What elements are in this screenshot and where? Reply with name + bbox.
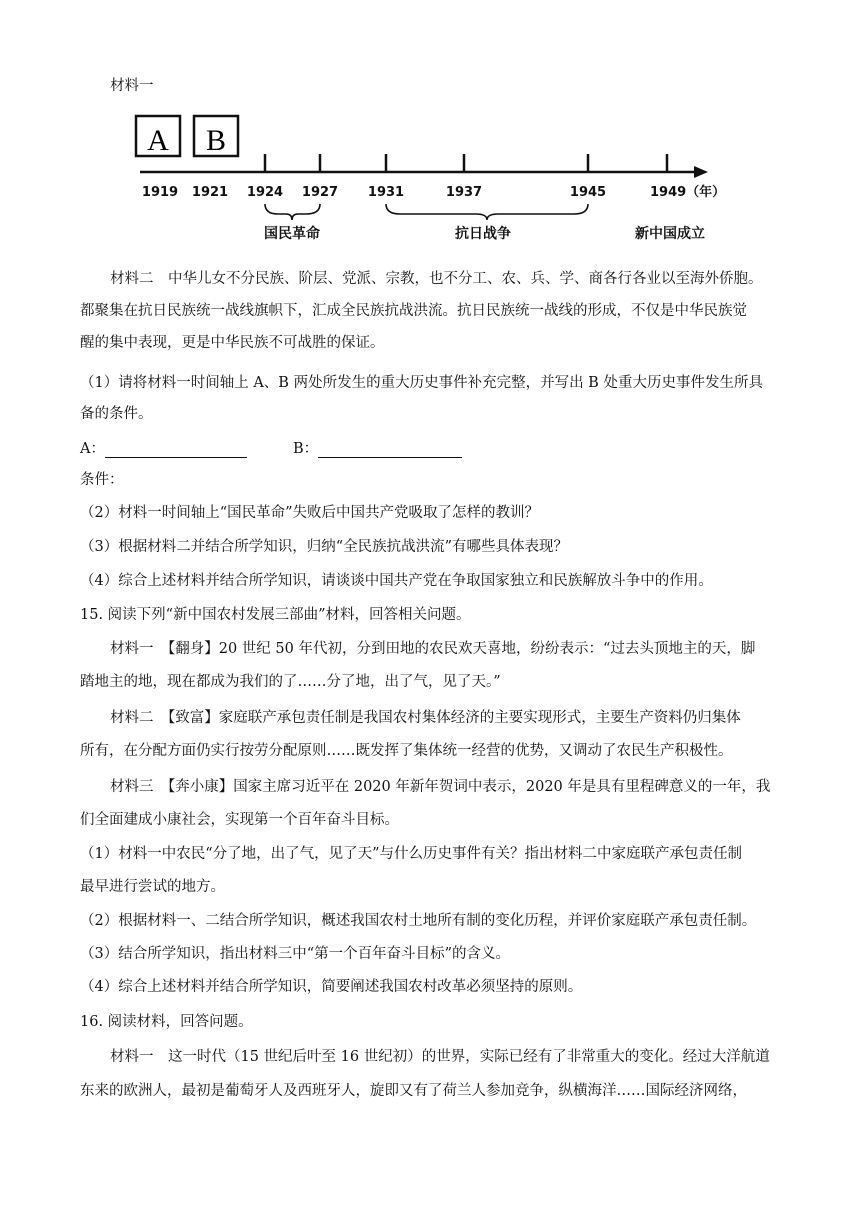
year-1927: 1927 (301, 185, 339, 200)
text-line: 醒的集中表现，更是中华民族不可战胜的保证。 (80, 335, 385, 351)
question-15-2: （2）根据材料一、二结合所学知识，概述我国农村土地所有制的变化历程，并评价家庭联产承包责任制。 (80, 913, 757, 929)
answer-b-blank[interactable] (318, 443, 462, 458)
question-16-heading: 16. 阅读材料，回答问题。 (80, 1014, 253, 1030)
year-1945: 1945 (569, 185, 607, 200)
question-15-3: （3）结合所学知识，指出材料三中“第一个百年奋斗目标”的含义。 (80, 946, 511, 962)
timeline-arrow (694, 166, 708, 178)
question-1: （1）请将材料一时间轴上 A、B 两处所发生的重大历史事件补充完整，并写出 B 处重大历史事件发生所具 (80, 375, 763, 391)
answer-row (80, 437, 462, 458)
year-1931: 1931 (367, 185, 405, 200)
answer-a-label: A： (80, 441, 105, 457)
year-1937: 1937 (445, 185, 483, 200)
text-line: 都聚集在抗日民族统一战线旗帜下，汇成全民族抗战洪流。抗日民族统一战线的形成，不仅是中华民族觉 (80, 303, 747, 319)
question-15-4: （4）综合上述材料并结合所学知识，简要阐述我国农村改革必须坚持的原则。 (80, 979, 583, 995)
question-15-heading: 15. 阅读下列“新中国农村发展三部曲”材料，回答相关问题。 (80, 607, 471, 623)
material-1-label: 材料一 (110, 78, 154, 94)
text-line: 材料三 【奔小康】国家主席习近平在 2020 年新年贺词中表示，2020 年是具有里程碑意义的一年，我 (110, 779, 771, 795)
question-15-1: （1）材料一中农民“分了地，出了气，见了天”与什么历史事件有关？指出材料二中家庭联产承包责任制 (80, 846, 743, 862)
condition-label: 条件： (80, 472, 124, 488)
year-1949: 1949（年） (650, 185, 726, 200)
year-1924: 1924 (246, 185, 284, 200)
answer-b-label: B： (292, 441, 319, 457)
year-1921: 1921 (191, 185, 229, 200)
label-national-revolution: 国民革命 (264, 226, 320, 242)
text-line: 踏地主的地，现在都成为我们的了……分了地，出了气，见了天。” (80, 674, 501, 690)
brace-national-revolution (265, 204, 320, 220)
timeline-box-b-letter: B (205, 124, 227, 157)
text-line: 材料二 【致富】家庭联产承包责任制是我国农村集体经济的主要实现形式，主要生产资料仍归集体 (110, 710, 741, 726)
question-4: （4）综合上述材料并结合所学知识，请谈谈中国共产党在争取国家独立和民族解放斗争中的作用。 (80, 573, 713, 589)
year-1919: 1919 (141, 185, 179, 200)
text-line: 材料一 【翻身】20 世纪 50 年代初，分到田地的农民欢天喜地，纷纷表示：“过去头顶地主的天，脚 (110, 641, 756, 657)
label-prc-founded: 新中国成立 (635, 226, 705, 242)
answer-a-blank[interactable] (105, 443, 247, 458)
question-3: （3）根据材料二并结合所学知识，归纳“全民族抗战洪流”有哪些具体表现？ (80, 539, 569, 555)
brace-anti-japanese-war (386, 204, 588, 220)
label-anti-japanese-war: 抗日战争 (455, 226, 511, 242)
text-line: 材料一 这一时代（15 世纪后叶至 16 世纪初）的世界，实际已经有了非常重大的变化。经过大洋航道 (110, 1049, 770, 1065)
text-line: 材料二 中华儿女不分民族、阶层、党派、宗教，也不分工、农、兵、学、商各行各业以至海外侨胞。 (110, 271, 763, 287)
timeline-diagram (128, 108, 748, 248)
text-line: 们全面建成小康社会，实现第一个百年奋斗目标。 (80, 812, 399, 828)
text-line: 所有，在分配方面仍实行按劳分配原则……既发挥了集体统一经营的优势，又调动了农民生产积极性。 (80, 743, 733, 759)
timeline-box-a-letter: A (147, 124, 169, 157)
text-line: 最早进行尝试的地方。 (80, 879, 225, 895)
text-line: 东来的欧洲人，最初是葡萄牙人及西班牙人，旋即又有了荷兰人参加竞争，纵横海洋……国际经济网络， (80, 1083, 747, 1099)
text-line: 备的条件。 (80, 406, 153, 422)
question-2: （2）材料一时间轴上“国民革命”失败后中国共产党吸取了怎样的教训？ (80, 505, 540, 521)
